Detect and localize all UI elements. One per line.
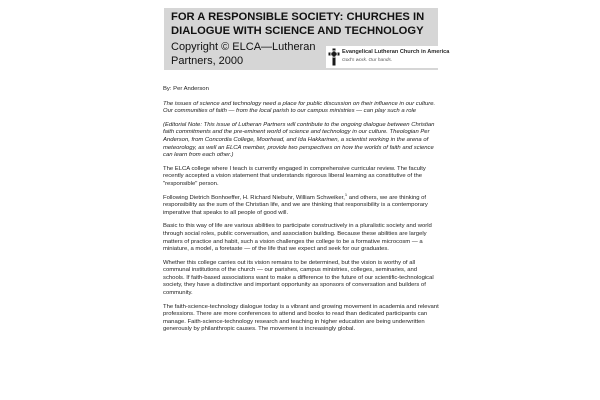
paragraph-2-start: Following Dietrich Bonhoeffer, H. Richard Niebuhr, William Schweiker, [163, 194, 345, 201]
paragraph-1: The ELCA college where I teach is currently engaged in comprehensive curricular review. The faculty recently accepted a vision statement that understands rigorous liberal learning as constitutive of the "responsible" person. [163, 165, 426, 187]
editorial-note: (Editorial Note: This issue of Lutheran Partners will contribute to the ongoing dialogue between Christian faith commitments and the pre-eminent world of science and technology in our culture. Theologian Per Anderson, from Concordia College, Moorhead, and Ida Hakkarinen, a scientist working in the arena of meteorology, as well an ELCA member, provide two perspectives on how the worlds of faith and science can learn from each other.) [163, 121, 435, 159]
article-title: FOR A RESPONSIBLE SOCIETY: CHURCHES IN DIALOGUE WITH SCIENCE AND TECHNOLOGY [171, 11, 425, 37]
copyright-line: Copyright © ELCA—Lutheran Partners, 2000 [171, 41, 316, 67]
logo-tagline: God's work. Our hands. [342, 58, 393, 63]
paragraph-5: The faith-science-technology dialogue today is a vibrant and growing movement in academia and relevant professions. There are more conferences to attend and books to read than dedicated participants can manage. Faith-science-technology research and teaching in higher education are being underwritten generously by philanthropic causes. The movement is increasingly global. [163, 303, 439, 333]
paragraph-3: Basic to this way of life are various abilities to participate constructively in a pluralistic society and world through social roles, public conversation, and association building. Because these abilities are largely matters of practice and habit, such a vision challenges the college to be a formative microcosm — a miniature, a model, a foretaste — of the life that we expect and seek for our graduates. [163, 223, 432, 253]
logo-name: Evangelical Lutheran Church in America [342, 49, 450, 55]
footnote-ref-1[interactable]: 1 [344, 191, 348, 197]
paragraph-2-end: and others, we are thinking of responsibility as the sum of the Christian life, and we are thinking that responsibility is a contemporary imperative that speaks to all people of good will. [163, 194, 428, 216]
paragraph-2 [163, 191, 440, 218]
paragraph-4: Whether this college carries out its vision remains to be determined, but the vision is worthy of all communal institutions of the church — our parishes, campus ministries, colleges, seminaries, and schools. If faith-based associations want to make a difference to the future of our scientific-technological society, they have a distinctive and important opportunity as sponsors of conversation and builders of community. [163, 259, 434, 297]
elca-logo [326, 46, 450, 68]
cross-logo-icon [328, 48, 340, 66]
article-body [163, 86, 440, 340]
byline: By: Per Anderson [163, 86, 209, 92]
intro-paragraph: The issues of science and technology need a place for public discussion on their influence in our culture. Our communities of faith — from the local parish to our campus ministries — can play such a role [163, 100, 436, 115]
